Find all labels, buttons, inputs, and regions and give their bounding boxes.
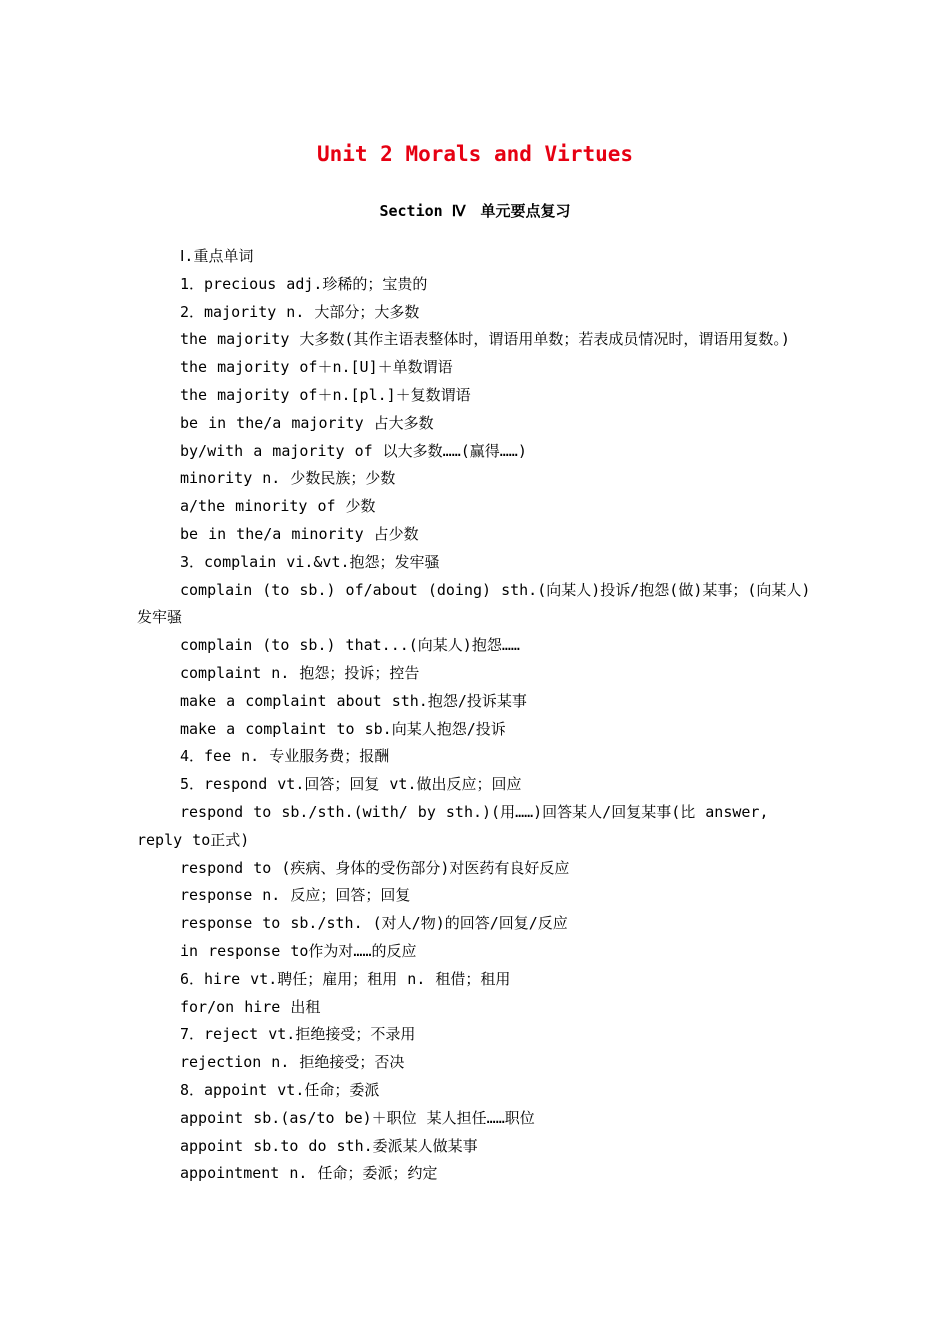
vocab-entry: 1．precious adj.珍稀的；宝贵的	[180, 274, 428, 293]
vocab-note: make a complaint about sth.抱怨/投诉某事	[180, 691, 527, 710]
vocab-note: the majority of＋n.[pl.]＋复数谓语	[180, 385, 471, 404]
vocab-entry: 5．respond vt.回答；回复 vt.做出反应；回应	[180, 775, 522, 794]
vocab-note: rejection n. 拒绝接受；否决	[180, 1053, 405, 1072]
vocab-entry: 4．fee n. 专业服务费；报酬	[180, 747, 390, 766]
vocab-note: appoint sb.to do sth.委派某人做某事	[180, 1136, 478, 1155]
vocab-note: make a complaint to sb.向某人抱怨/投诉	[180, 719, 506, 738]
vocab-entry: 2．majority n. 大部分；大多数	[180, 302, 420, 321]
vocab-note: minority n. 少数民族；少数	[180, 469, 396, 488]
vocab-note: the majority of＋n.[U]＋单数谓语	[180, 358, 453, 377]
vocab-note: a/the minority of 少数	[180, 497, 376, 516]
vocab-note: by/with a majority of 以大多数……(赢得……)	[180, 441, 527, 460]
vocab-note: response to sb./sth. (对人/物)的回答/回复/反应	[180, 914, 568, 933]
vocabulary-list	[137, 243, 817, 1188]
vocab-entry: 7．reject vt.拒绝接受；不录用	[180, 1025, 416, 1044]
vocab-note: in response to作为对……的反应	[180, 941, 417, 960]
vocab-note: for/on hire 出租	[180, 997, 321, 1016]
vocab-note: appoint sb.(as/to be)＋职位 某人担任……职位	[180, 1108, 535, 1127]
vocab-note: complaint n. 抱怨；投诉；控告	[180, 663, 420, 682]
vocab-note: respond to sb./sth.(with/ by sth.)(用……)回答某人/回复某事(比 answer, reply to正式)	[137, 802, 769, 849]
vocab-note: be in the/a majority 占大多数	[180, 413, 434, 432]
section-heading: Ⅰ.重点单词	[180, 247, 254, 265]
vocab-note: respond to (疾病、身体的受伤部分)对医药有良好反应	[180, 858, 570, 877]
vocab-note: complain (to sb.) of/about (doing) sth.(向某人)投诉/抱怨(做)某事；(向某人)发牢骚	[137, 580, 811, 627]
vocab-note: response n. 反应；回答；回复	[180, 886, 411, 905]
vocab-note: appointment n. 任命；委派；约定	[180, 1164, 438, 1183]
vocab-note: the majority 大多数(其作主语表整体时，谓语用单数；若表成员情况时，谓语用复数。)	[180, 330, 790, 349]
vocab-entry: 6．hire vt.聘任；雇用；租用 n. 租借；租用	[180, 969, 511, 988]
page-title: Unit 2 Morals and Virtues	[316, 142, 634, 166]
vocab-note: complain (to sb.) that...(向某人)抱怨……	[180, 636, 520, 655]
vocab-entry: 8．appoint vt.任命；委派	[180, 1080, 380, 1099]
vocab-entry: 3．complain vi.&vt.抱怨；发牢骚	[180, 552, 440, 571]
vocab-note: be in the/a minority 占少数	[180, 524, 419, 543]
section-subtitle: Section Ⅳ 单元要点复习	[379, 202, 571, 220]
